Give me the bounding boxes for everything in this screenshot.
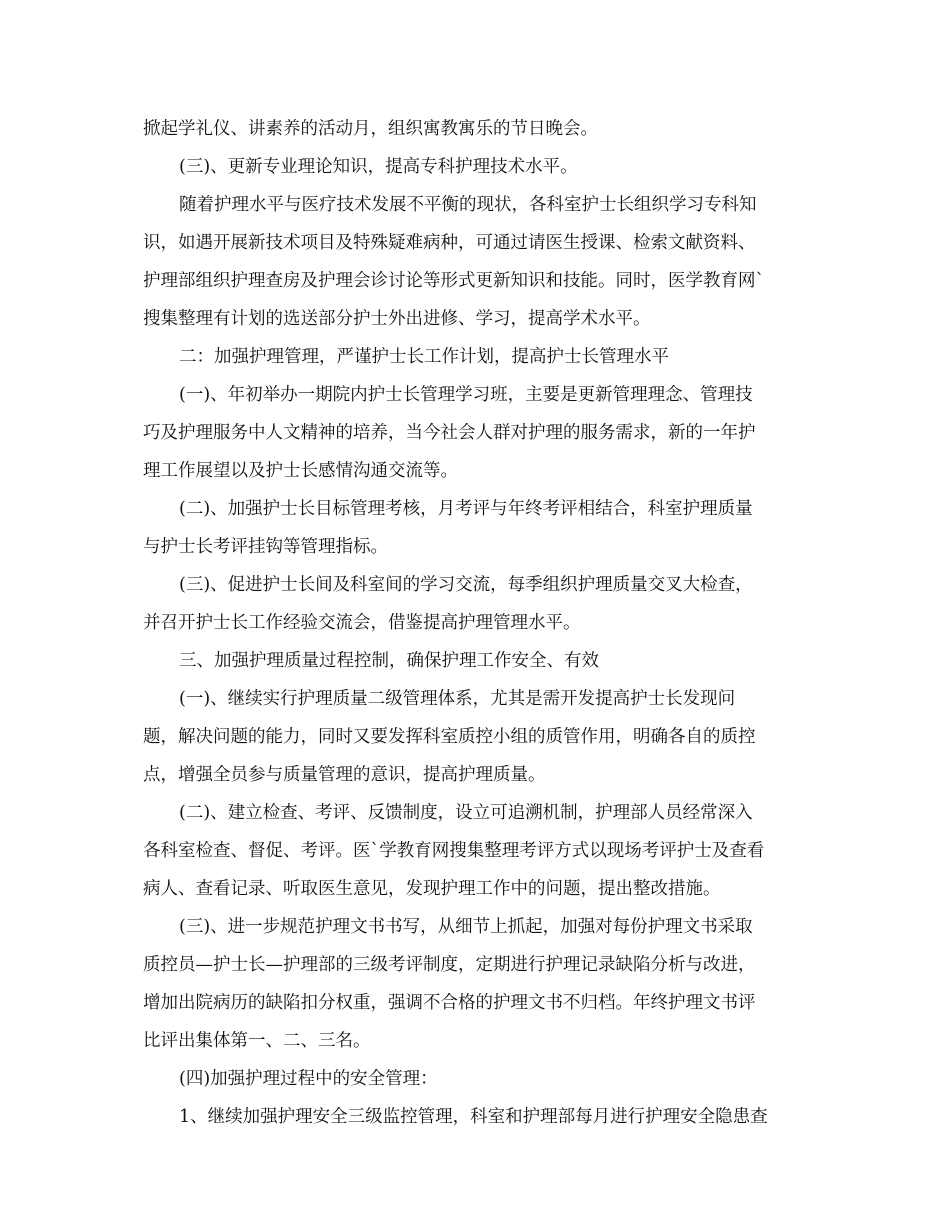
section-heading: 二：加强护理管理，严谨护士长工作计划，提高护士长管理水平 xyxy=(179,347,669,367)
text-line: (三)、进一步规范护理文书书写，从细节上抓起，加强对每份护理文书采取 xyxy=(179,917,753,937)
text-line: 随着护理水平与医疗技术发展不平衡的现状，各科室护士长组织学习专科知 xyxy=(179,195,757,215)
text-line: 质控员—护士长—护理部的三级考评制度，定期进行护理记录缺陷分析与改进， xyxy=(143,955,756,975)
text-line: 点，增强全员参与质量管理的意识，提高护理质量。 xyxy=(143,765,546,785)
text-line: (二)、加强护士长目标管理考核，月考评与年终考评相结合，科室护理质量 xyxy=(179,499,753,519)
text-line: 并召开护士长工作经验交流会，借鉴提高护理管理水平。 xyxy=(143,613,581,633)
text-line: 比评出集体第一、二、三名。 xyxy=(143,1031,371,1051)
section-heading: 三、加强护理质量过程控制，确保护理工作安全、有效 xyxy=(179,651,599,671)
text-line: 与护士长考评挂钩等管理指标。 xyxy=(143,537,388,557)
text-line: 巧及护理服务中人文精神的培养，当今社会人群对护理的服务需求，新的一年护 xyxy=(143,423,756,443)
text-line: 识，如遇开展新技术项目及特殊疑难病种，可通过请医生授课、检索文献资料、 xyxy=(143,233,756,253)
text-line: (三)、促进护士长间及科室间的学习交流，每季组织护理质量交叉大检查， xyxy=(179,575,753,595)
text-line: 理工作展望以及护士长感情沟通交流等。 xyxy=(143,461,458,481)
text-line: (二)、建立检查、考评、反馈制度，设立可追溯机制，护理部人员经常深入 xyxy=(179,803,753,823)
text-line: (一)、继续实行护理质量二级管理体系，尤其是需开发提高护士长发现问 xyxy=(179,689,736,709)
text-line: 搜集整理有计划的选送部分护士外出进修、学习，提高学术水平。 xyxy=(143,309,651,329)
text-line: 题，解决问题的能力，同时又要发挥科室质控小组的质管作用，明确各自的质控 xyxy=(143,727,756,747)
text-line: 病人、查看记录、听取医生意见，发现护理工作中的问题，提出整改措施。 xyxy=(143,879,721,899)
text-line: 1、继续加强护理安全三级监控管理，科室和护理部每月进行护理安全隐患查 xyxy=(179,1107,768,1127)
text-line: (三)、更新专业理论知识，提高专科护理技术水平。 xyxy=(179,157,578,177)
text-line: 护理部组织护理查房及护理会诊讨论等形式更新知识和技能。同时，医学教育网` xyxy=(143,271,765,291)
text-line: 各科室检查、督促、考评。医`学教育网搜集整理考评方式以现场考评护士及查看 xyxy=(143,841,765,861)
text-line: 掀起学礼仪、讲素养的活动月，组织寓教寓乐的节日晚会。 xyxy=(143,119,598,139)
text-line: 增加出院病历的缺陷扣分权重，强调不合格的护理文书不归档。年终护理文书评 xyxy=(143,993,756,1013)
text-line: (四)加强护理过程中的安全管理： xyxy=(179,1069,438,1089)
text-line: (一)、年初举办一期院内护士长管理学习班，主要是更新管理理念、管理技 xyxy=(179,385,753,405)
